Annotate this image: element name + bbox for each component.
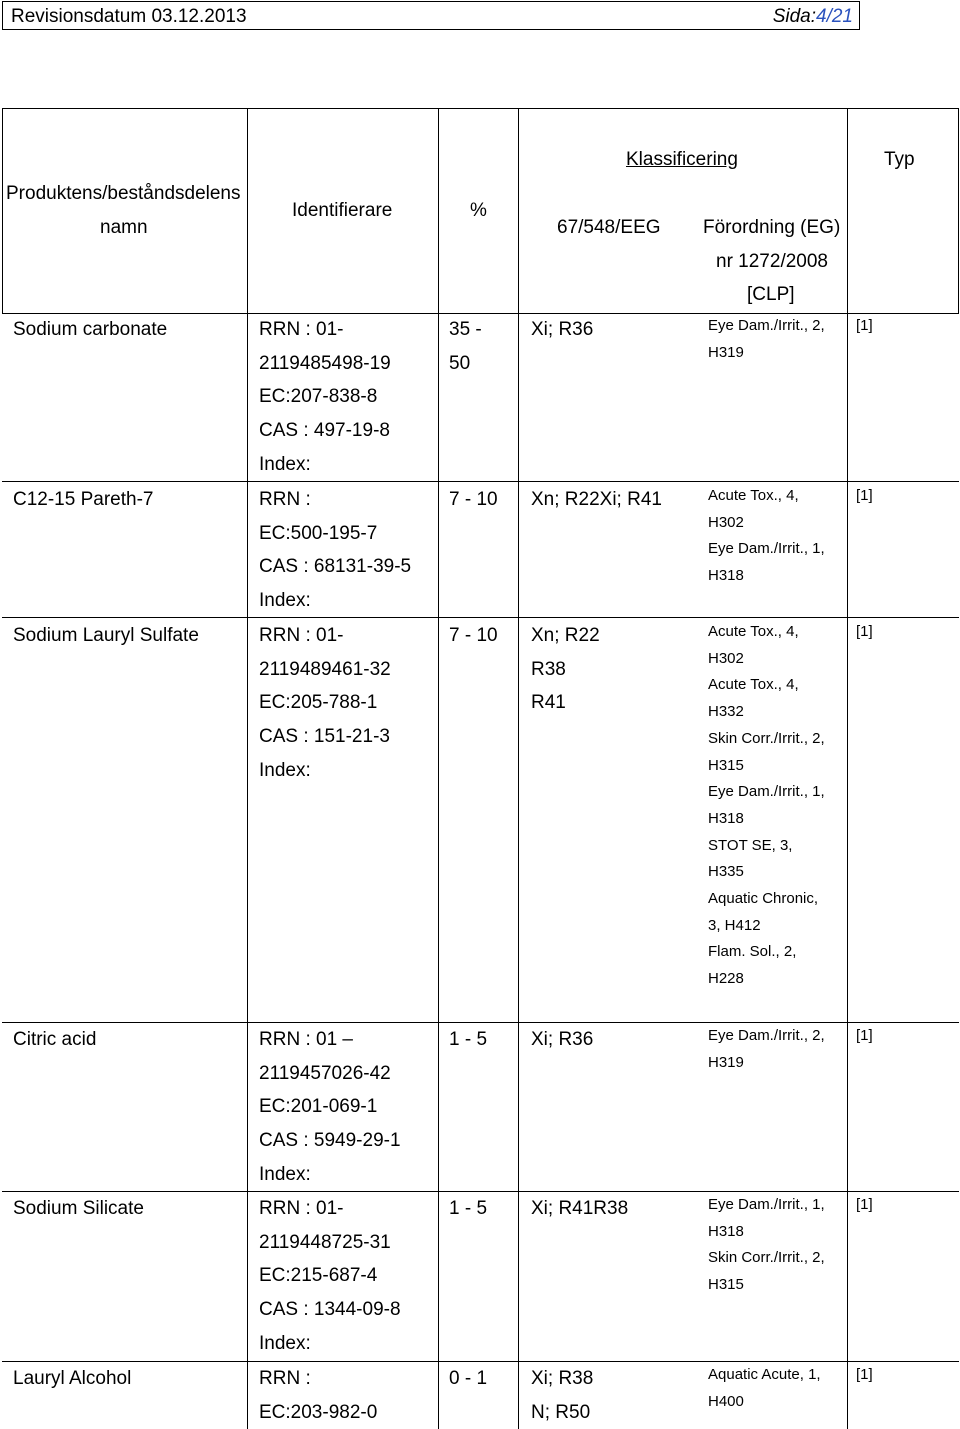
clp-cell: [708, 1023, 825, 1076]
header-percent: %: [470, 200, 487, 221]
ident-line: 2119448725-31: [259, 1231, 391, 1253]
ident-line: EC:203-982-0: [259, 1401, 378, 1423]
table-border-left: [2, 108, 3, 313]
clp-line: Eye Dam./Irrit., 1,: [708, 1196, 825, 1213]
substance-name: Sodium carbonate: [13, 319, 168, 340]
header-clp-line3: [CLP]: [747, 284, 795, 305]
pct-line: 35 -: [449, 319, 482, 340]
ident-line: EC:207-838-8: [259, 386, 378, 408]
clp-line: Eye Dam./Irrit., 1,: [708, 783, 825, 801]
identifier-cell: [259, 483, 411, 618]
row-line-1: [2, 481, 959, 482]
ident-line: CAS : 68131-39-5: [259, 556, 412, 578]
clp-line: Aquatic Acute, 1,: [708, 1366, 821, 1383]
header-type: Typ: [884, 149, 915, 170]
clp-line: H319: [708, 1053, 744, 1071]
ident-line: RRN :: [259, 489, 311, 510]
table-border-right: [958, 108, 959, 313]
eeg-line: Xi; R36: [531, 1029, 594, 1050]
header-clp-line2: nr 1272/2008: [716, 251, 828, 272]
clp-line: 3, H412: [708, 916, 761, 934]
percent-cell: [449, 1362, 487, 1396]
clp-line: STOT SE, 3,: [708, 836, 793, 854]
ident-line: Index:: [259, 759, 311, 781]
ident-line: RRN : 01-: [259, 319, 344, 340]
header-clp-line1: Förordning (EG): [703, 217, 841, 238]
eeg-cell: [531, 1192, 628, 1226]
clp-line: H335: [708, 863, 744, 881]
percent-cell: [449, 483, 498, 517]
page-number: 4/21: [816, 6, 853, 27]
clp-line: Acute Tox., 4,: [708, 487, 799, 504]
type-cell: [1]: [856, 487, 873, 504]
clp-line: Skin Corr./Irrit., 2,: [708, 1249, 825, 1267]
pct-line: 7 - 10: [449, 625, 498, 646]
ident-line: EC:215-687-4: [259, 1265, 378, 1287]
eeg-cell: [531, 483, 662, 517]
eeg-line: Xn; R22: [531, 625, 600, 646]
clp-line: Skin Corr./Irrit., 2,: [708, 729, 825, 747]
percent-cell: [449, 1192, 487, 1226]
identifier-cell: [259, 619, 391, 788]
eeg-line: R38: [531, 658, 566, 680]
percent-cell: [449, 313, 482, 380]
header-eeg: 67/548/EEG: [557, 217, 661, 238]
clp-line: Acute Tox., 4,: [708, 623, 799, 640]
table-border-top: [2, 108, 959, 109]
ident-line: RRN : 01-: [259, 1198, 344, 1219]
clp-line: H400: [708, 1392, 744, 1410]
pct-line: 0 - 1: [449, 1368, 488, 1389]
eeg-line: Xi; R38: [531, 1368, 594, 1389]
ident-line: CAS : 5949-29-1: [259, 1130, 401, 1152]
col-divider-pct: [438, 108, 439, 1429]
ident-line: RRN : 01-: [259, 625, 344, 646]
clp-line: H302: [708, 649, 744, 667]
clp-line: H318: [708, 1222, 744, 1240]
clp-line: Acute Tox., 4,: [708, 676, 799, 694]
type-cell: [1]: [856, 1366, 873, 1383]
ident-line: 2119485498-19: [259, 352, 391, 374]
eeg-line: R41: [531, 692, 566, 714]
eeg-cell: [531, 619, 600, 720]
ident-line: EC:201-069-1: [259, 1096, 378, 1118]
clp-line: Eye Dam./Irrit., 2,: [708, 317, 825, 334]
clp-cell: [708, 313, 825, 366]
col-divider-eeg: [518, 108, 519, 1429]
substance-name: Lauryl Alcohol: [13, 1368, 132, 1389]
page-header: [2, 1, 860, 30]
eeg-cell: [531, 1362, 593, 1429]
page-indicator: [773, 6, 853, 28]
ident-line: 2119489461-32: [259, 658, 391, 680]
pct-line: 1 - 5: [449, 1029, 488, 1050]
clp-cell: [708, 483, 825, 590]
ident-line: EC:500-195-7: [259, 522, 378, 544]
substance-name: Citric acid: [13, 1029, 97, 1050]
col-divider-ident: [247, 108, 248, 1429]
row-line-2: [2, 617, 959, 618]
header-name-line2: namn: [100, 217, 148, 238]
substance-name: Sodium Silicate: [13, 1198, 144, 1219]
identifier-cell: [259, 313, 391, 482]
clp-line: Eye Dam./Irrit., 1,: [708, 540, 825, 558]
clp-line: H318: [708, 809, 744, 827]
pct-line: 7 - 10: [449, 489, 498, 510]
eeg-line: Xi; R41R38: [531, 1198, 629, 1219]
clp-line: H319: [708, 343, 744, 361]
pct-line: 50: [449, 352, 471, 374]
clp-cell: [708, 619, 825, 993]
ident-line: 2119457026-42: [259, 1062, 391, 1084]
header-identifier: Identifierare: [292, 200, 393, 221]
ident-line: RRN :: [259, 1368, 311, 1389]
clp-line: Flam. Sol., 2,: [708, 943, 797, 961]
header-name-line1: Produktens/beståndsdelens: [6, 183, 241, 204]
eeg-line: Xi; R36: [531, 319, 594, 340]
ident-line: Index:: [259, 1332, 311, 1354]
ident-line: CAS : 151-21-3: [259, 726, 390, 748]
pct-line: 1 - 5: [449, 1198, 488, 1219]
identifier-cell: [259, 1023, 401, 1192]
type-cell: [1]: [856, 317, 873, 334]
ident-line: Index:: [259, 453, 311, 475]
eeg-line: Xn; R22Xi; R41: [531, 489, 662, 510]
identifier-cell: [259, 1192, 401, 1361]
substance-name: Sodium Lauryl Sulfate: [13, 625, 199, 646]
ident-line: Index:: [259, 590, 311, 612]
clp-line: H318: [708, 567, 744, 585]
type-cell: [1]: [856, 1027, 873, 1044]
page-prefix: Sida:: [772, 6, 817, 27]
col-divider-type: [847, 108, 848, 1429]
clp-line: H332: [708, 703, 744, 721]
revision-date: Revisionsdatum 03.12.2013: [11, 6, 247, 27]
clp-line: H228: [708, 970, 744, 988]
clp-line: H302: [708, 513, 744, 531]
ident-line: RRN : 01 –: [259, 1029, 353, 1050]
header-classification: Klassificering: [626, 149, 738, 170]
ident-line: EC:205-788-1: [259, 692, 378, 714]
clp-line: Eye Dam./Irrit., 2,: [708, 1027, 825, 1044]
eeg-line: N; R50: [531, 1401, 591, 1423]
clp-line: Aquatic Chronic,: [708, 890, 819, 908]
percent-cell: [449, 619, 498, 653]
eeg-cell: [531, 313, 593, 347]
clp-cell: [708, 1192, 825, 1299]
ident-line: Index:: [259, 1163, 311, 1185]
percent-cell: [449, 1023, 487, 1057]
clp-cell: [708, 1362, 821, 1415]
type-cell: [1]: [856, 1196, 873, 1213]
substance-name: C12-15 Pareth-7: [13, 489, 154, 510]
ident-line: CAS : 497-19-8: [259, 420, 390, 442]
clp-line: H315: [708, 1276, 744, 1294]
identifier-cell: [259, 1362, 377, 1429]
type-cell: [1]: [856, 623, 873, 640]
ident-line: CAS : 1344-09-8: [259, 1299, 401, 1321]
eeg-cell: [531, 1023, 593, 1057]
clp-line: H315: [708, 756, 744, 774]
